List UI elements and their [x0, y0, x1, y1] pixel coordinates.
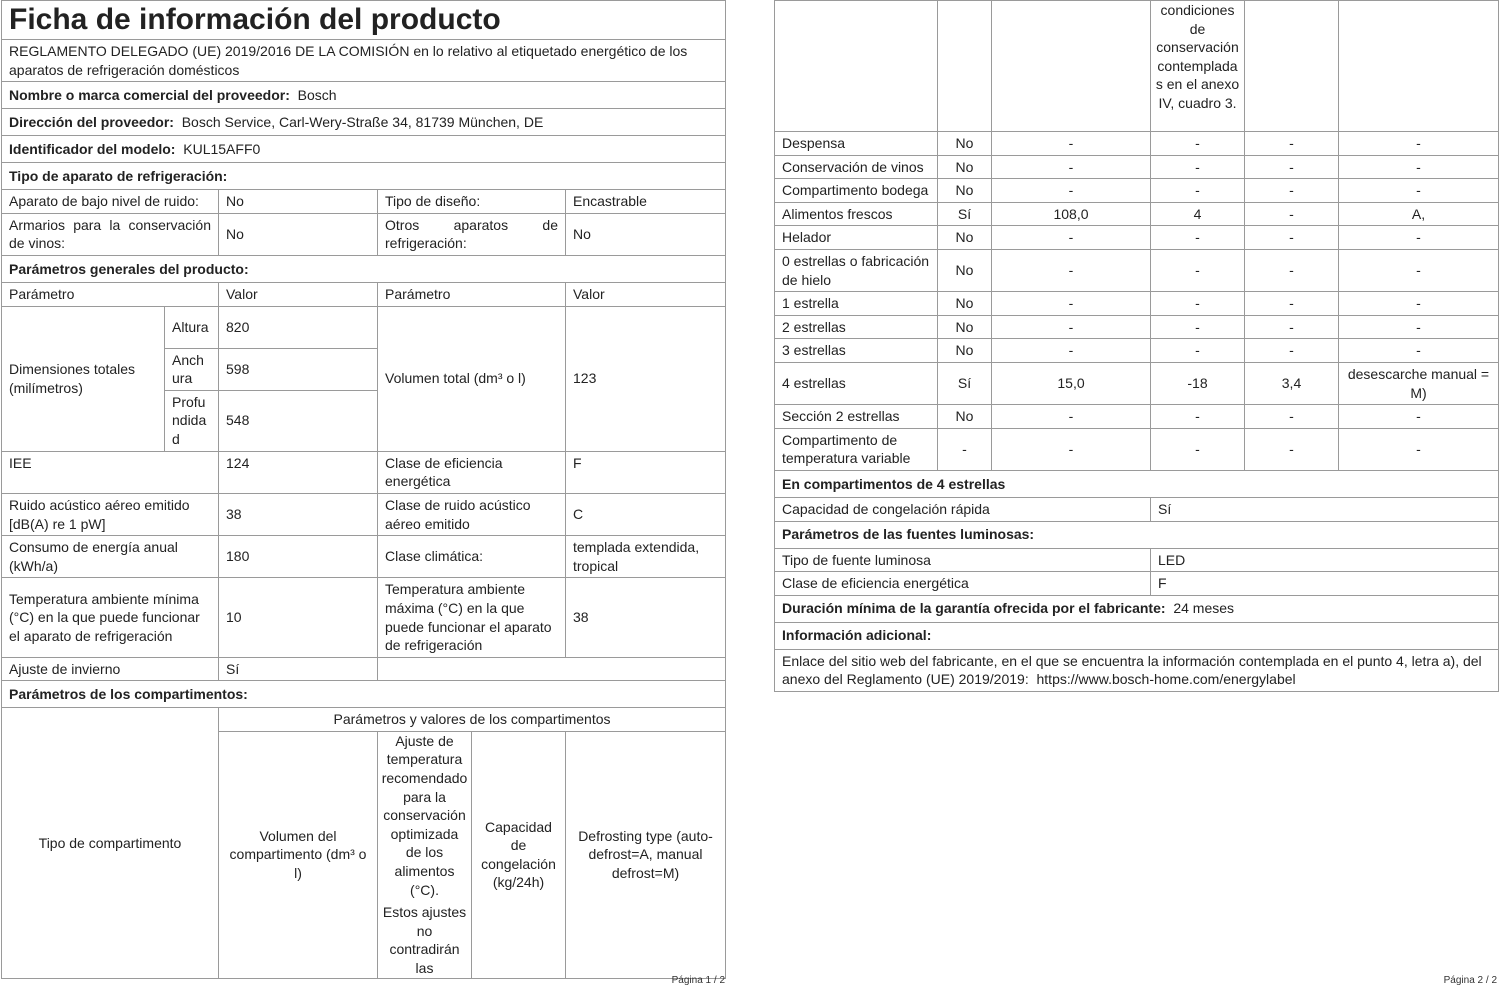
compartment-freeze: - — [1245, 179, 1339, 203]
supplier-label: Nombre o marca comercial del proveedor: — [9, 86, 290, 103]
page-2 — [774, 0, 1498, 692]
design-type-value: Encastrable — [566, 190, 726, 214]
col-value-left: Valor — [219, 282, 378, 306]
fast-freeze-value: Sí — [1151, 497, 1499, 521]
compartment-row — [775, 226, 1499, 250]
total-volume-label: Volumen total (dm³ o l) — [378, 306, 566, 451]
compartment-freeze: - — [1245, 339, 1339, 363]
compartment-temp: - — [1151, 226, 1245, 250]
other-appliance-value: No — [566, 213, 726, 255]
efficiency-class-value: F — [566, 451, 726, 493]
compartment-name: Conservación de vinos — [775, 155, 938, 179]
compartment-row — [775, 202, 1499, 226]
compartment-defrost: - — [1339, 292, 1499, 316]
additional-info-body: Enlace del sitio web del fabricante, en el que se encuentra la información contemplada en el punto 4, letra a), del anexo del Reglamento (UE) 2019/2019: — [782, 652, 1482, 688]
compartment-freeze: - — [1245, 292, 1339, 316]
dimensions-label: Dimensiones totales (milímetros) — [2, 306, 165, 451]
compartment-name: Compartimento bodega — [775, 179, 938, 203]
height-label: Altura — [165, 306, 219, 348]
light-type-value: LED — [1151, 548, 1499, 572]
cont-temp-text: condiciones de conservación contempladas en el anexo IV, cuadro 3. — [1151, 1, 1245, 132]
defrost-type-header: Defrosting type (auto-defrost=A, manual defrost=M) — [566, 731, 726, 978]
compartment-temp-header — [378, 731, 472, 978]
noise-class-value: C — [566, 493, 726, 535]
compartment-defrost: - — [1339, 226, 1499, 250]
additional-info-header: Información adicional: — [775, 622, 1499, 649]
empty-cell — [378, 657, 726, 681]
compartment-freeze: - — [1245, 226, 1339, 250]
width-label: Anchura — [165, 348, 219, 390]
model-label: Identificador del modelo: — [9, 140, 176, 157]
compartment-present: No — [938, 155, 992, 179]
compartment-name: Sección 2 estrellas — [775, 405, 938, 429]
cont-blank-2 — [938, 1, 992, 132]
supplier-row — [2, 82, 726, 109]
compartment-freeze: - — [1245, 315, 1339, 339]
compartment-volume-header: Volumen del compartimento (dm³ o l) — [219, 731, 378, 978]
compartment-defrost: - — [1339, 155, 1499, 179]
compartment-present: No — [938, 226, 992, 250]
compartment-temp: - — [1151, 339, 1245, 363]
warranty-label: Duración mínima de la garantía ofrecida por el fabricante: — [782, 600, 1166, 617]
energy-consumption-label: Consumo de energía anual (kWh/a) — [2, 536, 219, 578]
climate-class-label: Clase climática: — [378, 536, 566, 578]
compartment-present: Sí — [938, 362, 992, 404]
compartment-present: No — [938, 315, 992, 339]
climate-class-value: templada extendida, tropical — [566, 536, 726, 578]
page-2-footer: Página 2 / 2 — [1443, 975, 1497, 986]
efficiency-class-label: Clase de eficiencia energética — [378, 451, 566, 493]
regulation-text: REGLAMENTO DELEGADO (UE) 2019/2016 DE LA COMISIÓN en lo relativo al etiquetado energético de los aparatos de refrigeración domésticos — [2, 40, 726, 82]
compartment-volume: - — [992, 339, 1151, 363]
compartment-temp: - — [1151, 179, 1245, 203]
compartment-volume: - — [992, 405, 1151, 429]
compartment-freeze: - — [1245, 428, 1339, 470]
compartment-temp: - — [1151, 132, 1245, 156]
general-params-header: Parámetros generales del producto: — [2, 255, 726, 282]
compartment-row — [775, 179, 1499, 203]
compartment-defrost: - — [1339, 339, 1499, 363]
compartment-present: No — [938, 405, 992, 429]
min-temp-value: 10 — [219, 578, 378, 657]
iee-value: 124 — [219, 451, 378, 493]
compartment-temp-note: Estos ajustes no contradirán las — [382, 904, 467, 976]
compartment-temp: - — [1151, 155, 1245, 179]
light-type-label: Tipo de fuente luminosa — [775, 548, 1151, 572]
low-noise-label: Aparato de bajo nivel de ruido: — [2, 190, 219, 214]
compartment-name: 3 estrellas — [775, 339, 938, 363]
address-row — [2, 109, 726, 136]
col-value-right: Valor — [566, 282, 726, 306]
compartment-row — [775, 315, 1499, 339]
compartment-table — [774, 0, 1499, 692]
compartment-row — [775, 249, 1499, 291]
cont-blank-3 — [992, 1, 1151, 132]
compartment-name: Compartimento de temperatura variable — [775, 428, 938, 470]
compartment-temp: - — [1151, 249, 1245, 291]
compartment-row — [775, 362, 1499, 404]
col-param-left: Parámetro — [2, 282, 219, 306]
additional-info-text — [775, 649, 1499, 691]
compartment-present: - — [938, 428, 992, 470]
compartment-temp-text: Ajuste de temperatura recomendado para la conservación optimizada de los alimentos (°C). — [381, 732, 468, 898]
compartment-volume: - — [992, 226, 1151, 250]
compartment-volume: - — [992, 428, 1151, 470]
compartment-temp: -18 — [1151, 362, 1245, 404]
address-label: Dirección del proveedor: — [9, 113, 174, 130]
noise-value: 38 — [219, 493, 378, 535]
other-appliance-label: Otros aparatos de refrigeración: — [378, 213, 566, 255]
total-volume-value: 123 — [566, 306, 726, 451]
freezing-capacity-header: Capacidad de congelación (kg/24h) — [472, 731, 566, 978]
compartment-freeze: - — [1245, 155, 1339, 179]
winter-setting-label: Ajuste de invierno — [2, 657, 219, 681]
compartment-freeze: 3,4 — [1245, 362, 1339, 404]
warranty-row — [775, 595, 1499, 622]
model-value: KUL15AFF0 — [183, 140, 261, 157]
min-temp-label: Temperatura ambiente mínima (°C) en la que puede funcionar el aparato de refrigeración — [2, 578, 219, 657]
compartment-freeze: - — [1245, 202, 1339, 226]
supplier-value: Bosch — [297, 86, 337, 103]
energy-consumption-value: 180 — [219, 536, 378, 578]
compartment-values-header: Parámetros y valores de los compartimentos — [219, 708, 726, 732]
light-efficiency-label: Clase de eficiencia energética — [775, 572, 1151, 596]
compartment-name: 4 estrellas — [775, 362, 938, 404]
compartment-freeze: - — [1245, 405, 1339, 429]
height-value: 820 — [219, 306, 378, 348]
compartment-row — [775, 405, 1499, 429]
page-1 — [1, 0, 725, 979]
compartment-freeze: - — [1245, 249, 1339, 291]
compartment-volume: 108,0 — [992, 202, 1151, 226]
wine-cabinet-label: Armarios para la conservación de vinos: — [2, 213, 219, 255]
compartment-volume: - — [992, 132, 1151, 156]
four-star-header: En compartimentos de 4 estrellas — [775, 470, 1499, 497]
compartment-temp: 4 — [1151, 202, 1245, 226]
low-noise-value: No — [219, 190, 378, 214]
compartment-name: Helador — [775, 226, 938, 250]
compartment-volume: - — [992, 155, 1151, 179]
compartment-present: No — [938, 339, 992, 363]
depth-label: Profundidad — [165, 390, 219, 451]
compartment-defrost: - — [1339, 428, 1499, 470]
compartment-present: No — [938, 179, 992, 203]
compartment-defrost: - — [1339, 315, 1499, 339]
compartment-present: Sí — [938, 202, 992, 226]
light-source-header: Parámetros de las fuentes luminosas: — [775, 521, 1499, 548]
light-efficiency-value: F — [1151, 572, 1499, 596]
address-value: Bosch Service, Carl-Wery-Straße 34, 81739 München, DE — [181, 113, 544, 130]
compartment-row — [775, 155, 1499, 179]
page-title: Ficha de información del producto — [2, 1, 726, 40]
max-temp-label: Temperatura ambiente máxima (°C) en la que puede funcionar el aparato de refrigeración — [378, 578, 566, 657]
compartment-row — [775, 132, 1499, 156]
compartment-volume: - — [992, 249, 1151, 291]
compartment-name: Alimentos frescos — [775, 202, 938, 226]
compartment-defrost: - — [1339, 179, 1499, 203]
compartment-defrost: - — [1339, 405, 1499, 429]
compartment-name: Despensa — [775, 132, 938, 156]
compartment-freeze: - — [1245, 132, 1339, 156]
compartment-row — [775, 292, 1499, 316]
design-type-label: Tipo de diseño: — [378, 190, 566, 214]
cont-blank-6 — [1339, 1, 1499, 132]
compartment-present: No — [938, 292, 992, 316]
compartment-defrost: A, — [1339, 202, 1499, 226]
compartment-row — [775, 339, 1499, 363]
col-param-right: Parámetro — [378, 282, 566, 306]
compartment-name: 1 estrella — [775, 292, 938, 316]
compartment-name: 2 estrellas — [775, 315, 938, 339]
compartment-rows — [775, 132, 1499, 471]
max-temp-value: 38 — [566, 578, 726, 657]
compartment-temp: - — [1151, 405, 1245, 429]
compartment-name: 0 estrellas o fabricación de hielo — [775, 249, 938, 291]
compartment-volume: 15,0 — [992, 362, 1151, 404]
compartment-row — [775, 428, 1499, 470]
model-row — [2, 136, 726, 163]
compartment-volume: - — [992, 292, 1151, 316]
cont-blank-5 — [1245, 1, 1339, 132]
compartment-type-header: Tipo de compartimento — [2, 708, 219, 978]
compartment-defrost: - — [1339, 132, 1499, 156]
width-value: 598 — [219, 348, 378, 390]
fast-freeze-label: Capacidad de congelación rápida — [775, 497, 1151, 521]
compartment-temp: - — [1151, 315, 1245, 339]
compartment-present: No — [938, 249, 992, 291]
cont-blank-1 — [775, 1, 938, 132]
noise-class-label: Clase de ruido acústico aéreo emitido — [378, 493, 566, 535]
compartment-present: No — [938, 132, 992, 156]
appliance-type-header: Tipo de aparato de refrigeración: — [2, 163, 726, 190]
page-1-footer: Página 1 / 2 — [671, 975, 725, 986]
warranty-value: 24 meses — [1173, 600, 1235, 617]
compartment-defrost: desescarche manual = M) — [1339, 362, 1499, 404]
compartment-volume: - — [992, 315, 1151, 339]
depth-value: 548 — [219, 390, 378, 451]
product-info-table — [1, 0, 726, 979]
iee-label: IEE — [2, 451, 219, 493]
compartment-defrost: - — [1339, 249, 1499, 291]
compartment-temp: - — [1151, 428, 1245, 470]
wine-cabinet-value: No — [219, 213, 378, 255]
noise-label: Ruido acústico aéreo emitido [dB(A) re 1 pW] — [2, 493, 219, 535]
compartment-volume: - — [992, 179, 1151, 203]
winter-setting-value: Sí — [219, 657, 378, 681]
compartments-header: Parámetros de los compartimentos: — [2, 681, 726, 708]
energy-label-link[interactable]: https://www.bosch-home.com/energylabel — [1036, 671, 1296, 688]
compartment-temp: - — [1151, 292, 1245, 316]
